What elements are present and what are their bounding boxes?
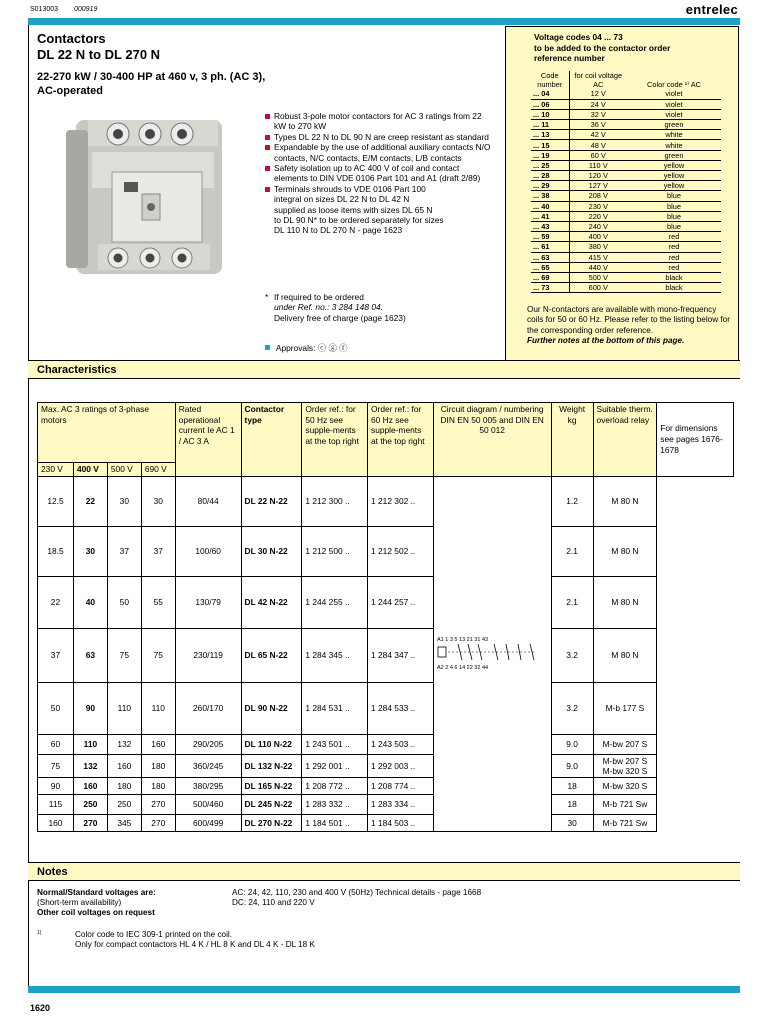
cell-o60: 1 284 347 .. [368,628,434,682]
cell-o50: 1 212 500 .. [302,526,368,576]
voltage-color: blue [627,191,721,201]
voltage-value: 500 V [569,272,627,282]
header-400v: 400 V [73,463,107,477]
cell-v400: 63 [73,628,107,682]
voltage-color: black [627,272,721,282]
header-order-60hz: Order ref.: for 60 Hz see supple-ments at the top right [368,403,434,477]
document-codes [30,6,111,13]
cell-cur: 360/245 [175,754,241,777]
cell-o50: 1 284 531 .. [302,682,368,734]
heading-line: Voltage codes 04 ... 73 [534,32,623,42]
voltage-color: yellow [627,181,721,191]
cell-v500: 250 [107,794,141,814]
cell-v400: 40 [73,576,107,628]
header-order-50hz: Order ref.: for 50 Hz see supple-ments at the top right [302,403,368,477]
cell-type: DL 65 N-22 [241,628,302,682]
cell-o60: 1 284 533 .. [368,682,434,734]
cell-o60: 1 292 003 .. [368,754,434,777]
voltage-row [531,201,721,211]
voltage-note-bold: Further notes at the bottom of this page. [527,336,685,346]
cell-type: DL 42 N-22 [241,576,302,628]
heading-line: to be added to the contactor order [534,42,671,53]
characteristics-header: Characteristics [28,360,740,379]
cell-type: DL 22 N-22 [241,476,302,526]
voltage-value: 24 V [569,99,627,109]
cell-v230: 50 [38,682,74,734]
cell-o50: 1 243 501 .. [302,734,368,754]
approvals [265,342,348,354]
cell-cur: 290/205 [175,734,241,754]
cell-type: DL 90 N-22 [241,682,302,734]
voltage-color: red [627,232,721,242]
notes-standard-label: Normal/Standard voltages are: [37,888,156,897]
table-row [38,576,734,628]
voltage-code: ... 04 [531,89,569,99]
cell-v500: 110 [107,682,141,734]
voltage-row [531,120,721,130]
cell-v230: 90 [38,777,74,794]
voltage-code: ... 61 [531,242,569,252]
header-weight: Weight kg [551,403,593,477]
voltage-value: 400 V [569,232,627,242]
table-row [38,734,734,754]
title-line1: Contactors [37,31,106,46]
voltage-code: ... 63 [531,252,569,262]
notes-left [37,888,156,918]
voltage-row [531,211,721,221]
voltage-value: 415 V [569,252,627,262]
circuit-diagram [433,476,551,831]
voltage-code: ... 13 [531,130,569,140]
cell-v230: 75 [38,754,74,777]
left-border [28,25,29,992]
cell-w: 9.0 [551,754,593,777]
voltage-color: white [627,130,721,140]
order-footnote [265,292,406,323]
voltage-code: ... 59 [531,232,569,242]
feature-item: Terminals shrouds to VDE 0106 Part 100 [265,184,491,194]
table-row [38,628,734,682]
voltage-color: black [627,283,721,293]
notes-availability: (Short-term availability) [37,898,122,907]
voltage-value: 208 V [569,191,627,201]
cell-v400: 132 [73,754,107,777]
header-500v: 500 V [107,463,141,477]
notes-footnote [37,930,315,950]
voltage-note-text: Our N-contactors are available with mono-frequency coils for 50 or 60 Hz. Please refer to the listing below for the corresponding order reference. [527,305,730,335]
voltage-row [531,140,721,150]
circuit-diagram-icon [434,623,551,683]
voltage-value: 12 V [569,89,627,99]
footnote-mark: 1) [37,930,42,936]
brand-logo: entrelec [685,2,738,17]
voltage-note [527,305,731,347]
doc-code: S013003 [30,6,59,13]
cell-cur: 80/44 [175,476,241,526]
cell-w: 3.2 [551,628,593,682]
cell-w: 18 [551,777,593,794]
cell-relay: M-bw 320 S [593,777,657,794]
col-color: Color code ¹⁾ AC [647,80,701,89]
cell-v230: 160 [38,814,74,831]
voltage-code: ... 40 [531,201,569,211]
cell-v400: 250 [73,794,107,814]
header-ratings [38,403,176,463]
cell-relay: M 80 N [593,576,657,628]
voltage-value: 600 V [569,283,627,293]
cell-relay: M 80 N [593,526,657,576]
notes-right [232,888,481,908]
voltage-code: ... 73 [531,283,569,293]
voltage-color: white [627,140,721,150]
cell-o50: 1 208 772 .. [302,777,368,794]
voltage-row [531,160,721,170]
feature-list [265,111,491,236]
cell-v500: 50 [107,576,141,628]
approval-marks-icon: ⓒ ⓖ ⓕ [317,343,348,353]
header-690v: 690 V [141,463,175,477]
voltage-row [531,191,721,201]
voltage-row [531,283,721,293]
voltage-color: blue [627,221,721,231]
cell-o50: 1 292 001 .. [302,754,368,777]
page-title [37,31,160,63]
table-row [38,777,734,794]
cell-v690: 160 [141,734,175,754]
cell-w: 1.2 [551,476,593,526]
voltage-code: ... 15 [531,140,569,150]
table-row [38,754,734,777]
cell-relay: M 80 N [593,476,657,526]
cell-v690: 180 [141,754,175,777]
table-row [38,794,734,814]
voltage-row [531,181,721,191]
header-relay: Suitable therm. overload relay [593,403,657,477]
cell-o60: 1 212 302 .. [368,476,434,526]
voltage-code: ... 11 [531,120,569,130]
voltage-row [531,130,721,140]
cell-v400: 22 [73,476,107,526]
cell-v690: 37 [141,526,175,576]
footnote-line: If required to be ordered [274,292,364,302]
voltage-code: ... 25 [531,160,569,170]
table-row [38,526,734,576]
dimensions-blank [657,476,734,831]
cell-type: DL 30 N-22 [241,526,302,576]
voltage-row [531,221,721,231]
approvals-label: Approvals: [275,343,316,353]
cell-v230: 37 [38,628,74,682]
cell-v400: 110 [73,734,107,754]
cell-v690: 180 [141,777,175,794]
feature-continuation: supplied as loose items with sizes DL 65 N [274,204,433,215]
svg-text:A2 2 4 6 14 22 32 4: A2 2 4 6 14 22 32 44 [436,664,488,671]
cell-type: DL 132 N-22 [241,754,302,777]
cell-v500: 180 [107,777,141,794]
cell-cur: 260/170 [175,682,241,734]
table-row [38,814,734,831]
cell-v230: 60 [38,734,74,754]
col-voltage: for coil voltage AC [574,71,623,89]
voltage-row [531,242,721,252]
voltage-code: ... 43 [531,221,569,231]
voltage-row [531,109,721,119]
voltage-code: ... 69 [531,272,569,282]
cell-relay: M-bw 207 S [593,734,657,754]
header-type: Contactor type [241,403,302,477]
cell-o60: 1 283 334 .. [368,794,434,814]
voltage-value: 440 V [569,262,627,272]
voltage-value: 42 V [569,130,627,140]
voltage-value: 380 V [569,242,627,252]
characteristics-table [37,402,734,832]
voltage-color: yellow [627,160,721,170]
cell-v500: 132 [107,734,141,754]
footnote-line: Only for compact contactors HL 4 K / HL 8 K and DL 4 K - DL 18 K [75,940,315,949]
notes-other-voltages: Other coil voltages on request [37,908,155,917]
voltage-row [531,252,721,262]
cell-v690: 30 [141,476,175,526]
voltage-codes-box [505,26,739,361]
header-230v: 230 V [38,463,74,477]
cell-relay: M 80 N [593,628,657,682]
header-dimensions: For dimensions see pages 1676-1678 [657,403,734,477]
voltage-color: green [627,150,721,160]
header-ratings-text: Max. AC 3 ratings of 3-phase motors [41,404,149,425]
cell-v230: 22 [38,576,74,628]
voltage-row [531,171,721,181]
voltage-code: ... 06 [531,99,569,109]
contactor-photo [62,112,226,284]
page-subtitle [37,70,265,98]
doc-date-code: 000919 [73,6,98,13]
cell-o60: 1 208 774 .. [368,777,434,794]
voltage-row [531,232,721,242]
cell-v230: 115 [38,794,74,814]
cell-o60: 1 243 503 .. [368,734,434,754]
cell-v400: 270 [73,814,107,831]
voltage-color: red [627,252,721,262]
voltage-color: green [627,120,721,130]
cell-v690: 55 [141,576,175,628]
voltage-row [531,99,721,109]
cell-o50: 1 283 332 .. [302,794,368,814]
cell-v690: 110 [141,682,175,734]
voltage-code: ... 38 [531,191,569,201]
col-code: Code number [531,71,569,89]
cell-o60: 1 212 502 .. [368,526,434,576]
voltage-color: violet [627,89,721,99]
cell-v400: 160 [73,777,107,794]
heading-line: reference number [534,53,605,63]
cell-v500: 160 [107,754,141,777]
cell-relay: M-bw 207 S M-bw 320 S [593,754,657,777]
footnote-line: under Ref. no.: 3 284 148 04. [274,302,383,313]
cell-type: DL 270 N-22 [241,814,302,831]
footnote-line: Delivery free of charge (page 1623) [274,312,406,323]
cell-relay: M-b 721 Sw [593,814,657,831]
voltage-value: 220 V [569,211,627,221]
feature-item: Safety isolation up to AC 400 V of coil and contact elements to DIN VDE 0106 Part 101 and A1 (draft 2/89) [265,163,491,184]
cell-w: 30 [551,814,593,831]
voltage-row [531,150,721,160]
voltage-color: red [627,242,721,252]
cell-v500: 30 [107,476,141,526]
bottom-band [28,986,740,993]
table-row [38,682,734,734]
cell-o50: 1 212 300 .. [302,476,368,526]
voltage-row [531,262,721,272]
voltage-code: ... 65 [531,262,569,272]
cell-v690: 75 [141,628,175,682]
cell-cur: 600/499 [175,814,241,831]
voltage-value: 48 V [569,140,627,150]
cell-v690: 270 [141,794,175,814]
feature-item: Robust 3-pole motor contactors for AC 3 ratings from 22 kW to 270 kW [265,111,491,132]
cell-v400: 30 [73,526,107,576]
cell-o50: 1 284 345 .. [302,628,368,682]
cell-v400: 90 [73,682,107,734]
cell-v230: 12.5 [38,476,74,526]
cell-o50: 1 184 501 .. [302,814,368,831]
cell-v500: 75 [107,628,141,682]
voltage-value: 60 V [569,150,627,160]
cell-relay: M-b 177 S [593,682,657,734]
cell-w: 9.0 [551,734,593,754]
cell-cur: 100/60 [175,526,241,576]
voltage-value: 36 V [569,120,627,130]
voltage-color: blue [627,201,721,211]
voltage-color: violet [627,109,721,119]
page-number: 1620 [30,1003,51,1013]
cell-type: DL 110 N-22 [241,734,302,754]
voltage-value: 32 V [569,109,627,119]
voltage-color: violet [627,99,721,109]
cell-w: 2.1 [551,576,593,628]
voltage-codes-table [531,71,721,293]
voltage-code: ... 19 [531,150,569,160]
voltage-color: blue [627,211,721,221]
svg-text:A1 1 3 5 13 21 31 4: A1 1 3 5 13 21 31 43 [436,636,488,643]
voltage-row [531,272,721,282]
bullet-square-icon [265,345,270,350]
feature-item: Expandable by the use of additional auxiliary contacts N/O contacts, N/C contacts, E/M contacts, L/B contacts [265,142,491,163]
voltage-codes-heading [534,32,670,64]
header-circuit: Circuit diagram / numbering DIN EN 50 005 and DIN EN 50 012 [433,403,551,477]
cell-v690: 270 [141,814,175,831]
cell-cur: 500/460 [175,794,241,814]
title-line2: DL 22 N to DL 270 N [37,47,161,62]
table-row [38,476,734,526]
subtitle-line1: 22-270 kW / 30-400 HP at 460 v, 3 ph. (AC 3), [37,71,266,83]
cell-v230: 18.5 [38,526,74,576]
notes-ac-voltages: AC: 24, 42, 110, 230 and 400 V (50Hz) Technical details - page 1668 [232,888,482,897]
feature-continuation: integral on sizes DL 22 N to DL 42 N [274,194,410,205]
cell-cur: 380/295 [175,777,241,794]
voltage-value: 240 V [569,221,627,231]
feature-item: Types DL 22 N to DL 90 N are creep resistant as standard [265,132,491,142]
cell-w: 2.1 [551,526,593,576]
cell-type: DL 245 N-22 [241,794,302,814]
footnote-mark: * [265,292,269,302]
cell-o60: 1 184 503 .. [368,814,434,831]
voltage-row [531,89,721,99]
voltage-color: red [627,262,721,272]
feature-continuation: to DL 90 N* to be ordered separately for sizes [274,215,444,226]
cell-w: 18 [551,794,593,814]
voltage-code: ... 29 [531,181,569,191]
cell-o60: 1 244 257 .. [368,576,434,628]
voltage-value: 120 V [569,171,627,181]
voltage-value: 127 V [569,181,627,191]
voltage-code: ... 41 [531,211,569,221]
voltage-code: ... 28 [531,171,569,181]
voltage-value: 230 V [569,201,627,211]
notes-dc-voltages: DC: 24, 110 and 220 V [232,898,315,907]
cell-v500: 37 [107,526,141,576]
footnote-line: Color code to IEC 309-1 printed on the coil. [75,930,233,939]
subtitle-line2: AC-operated [37,85,104,97]
voltage-color: yellow [627,171,721,181]
header-current: Rated operational current Ie AC 1 / AC 3 A [175,403,241,477]
cell-cur: 130/79 [175,576,241,628]
cell-w: 3.2 [551,682,593,734]
voltage-code: ... 10 [531,109,569,119]
cell-relay: M-b 721 Sw [593,794,657,814]
cell-v500: 345 [107,814,141,831]
voltage-value: 110 V [569,160,627,170]
top-band [28,18,740,25]
notes-header: Notes [28,862,740,881]
feature-continuation: DL 110 N to DL 270 N - page 1623 [274,225,403,236]
cell-cur: 230/119 [175,628,241,682]
cell-o50: 1 244 255 .. [302,576,368,628]
cell-type: DL 165 N-22 [241,777,302,794]
